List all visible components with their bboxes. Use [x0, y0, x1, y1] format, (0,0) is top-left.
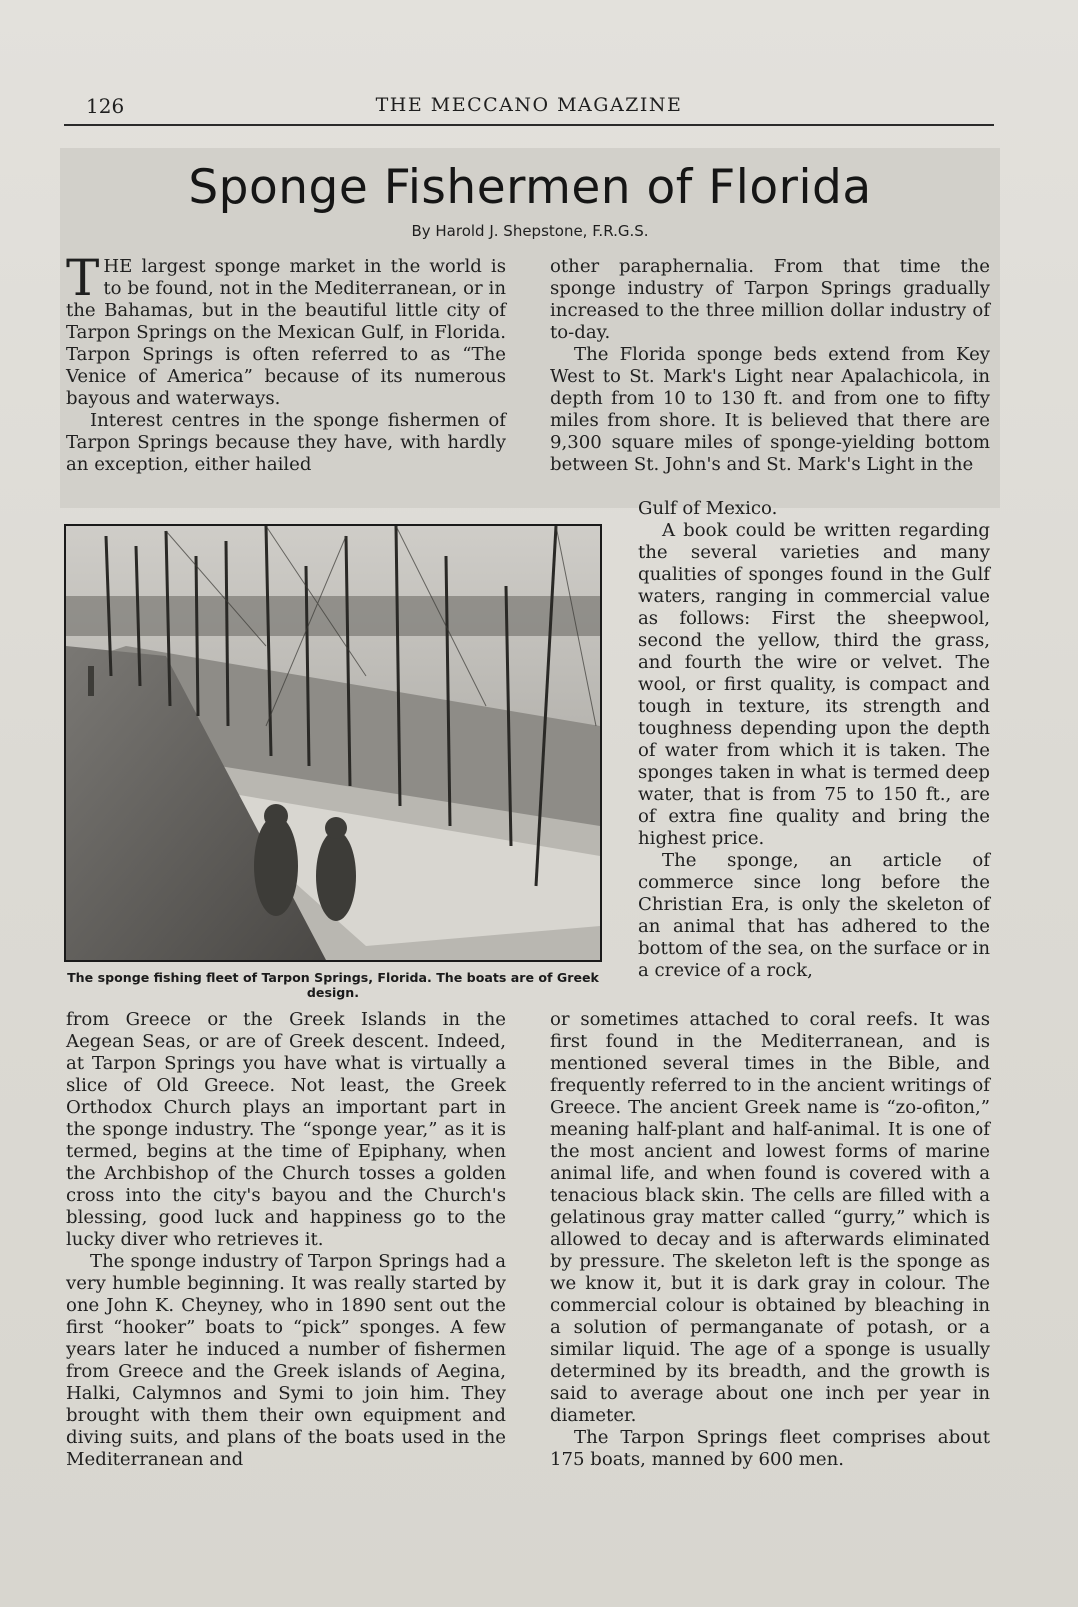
right-column-middle — [638, 498, 990, 982]
drop-cap: T — [66, 249, 100, 307]
paragraph: The sponge industry of Tarpon Springs had a very humble beginning. It was really started by one John K. Cheyney, who in 1890 sent out the first “hooker” boats to “pick” sponges. A few years later he induced a number of fishermen from Greece and the Greek islands of Aegina, Halki, Calymnos and Symi to join him. They brought with them their own equipment and diving suits, and plans of the boats used in the Mediterranean and — [66, 1251, 506, 1470]
paragraph: Gulf of Mexico. — [638, 498, 778, 519]
paragraph: Interest centres in the sponge fishermen of Tarpon Springs because they have, with hardly an exception, either hailed — [66, 410, 506, 475]
paragraph: or sometimes attached to coral reefs. It was first found in the Mediterranean, and is mentioned several times in the Bible, and frequently referred to in the ancient writings of Greece. The ancient Greek name is “zo-ofiton,” meaning half-plant and half-animal. It is one of the most ancient and lowest forms of marine animal life, and when found is covered with a tenacious black skin. The cells are filled with a gelatinous gray matter called “gurry,” which is allowed to decay and is afterwards eliminated by pressure. The skeleton left is the sponge as we know it, but it is dark gray in colour. The commercial colour is obtained by bleaching in a solution of permanganate of potash, or a similar liquid. The age of a sponge is usually determined by its breadth, and the growth is said to average about one inch per year in diameter. — [550, 1009, 990, 1426]
left-column-bottom — [66, 1009, 506, 1471]
paragraph: The Florida sponge beds extend from Key West to St. Mark's Light near Apalachicola, in depth from 10 to 130 ft. and from one to fifty miles from shore. It is believed that there are 9,300 square miles of sponge-yielding bottom between St. John's and St. Mark's Light in the — [550, 344, 990, 475]
paragraph: from Greece or the Greek Islands in the Aegean Seas, or are of Greek descent. Indeed, at Tarpon Springs you have what is virtually a slice of Old Greece. Not least, the Greek Orthodox Church plays an important part in the sponge industry. The “sponge year,” as it is termed, begins at the time of Epiphany, when the Archbishop of the Church tosses a golden cross into the city's bayou and the Church's blessing, good luck and happiness go to the lucky diver who retrieves it. — [66, 1009, 506, 1250]
photo-caption: The sponge fishing fleet of Tarpon Springs, Florida. The boats are of Greek design. — [67, 970, 599, 1000]
paragraph: The sponge, an article of commerce since long before the Christian Era, is only the skeleton of an animal that has adhered to the bottom of the sea, on the surface or in a crevice of a rock, — [638, 850, 990, 981]
paragraph-text: HE largest sponge market in the world is to be found, not in the Mediterranean, or in the Bahamas, but in the beautiful little city of Tarpon Springs on the Mexican Gulf, in Florida. Tarpon Springs is often referred to as “The Venice of America” because of its numerous bayous and waterways. — [66, 256, 506, 409]
article-byline: By Harold J. Shepstone, F.R.G.S. — [411, 222, 649, 240]
page-number: 126 — [86, 94, 125, 118]
paragraph: A book could be written regarding the several varieties and many qualities of sponges found in the Gulf waters, ranging in commercial value as follows: First the sheepwool, second the yellow, third the grass, and fourth the wire or velvet. The wool, or first quality, is compact and tough in texture, its strength and toughness depending upon the depth of water from which it is taken. The sponges taken in what is termed deep water, that is from 75 to 150 ft., are of extra fine quality and bring the highest price. — [638, 520, 990, 849]
right-column-top — [550, 256, 990, 476]
sponge-fleet-photo — [64, 524, 602, 962]
article-title: Sponge Fishermen of Florida — [188, 160, 872, 215]
paragraph: The Tarpon Springs fleet comprises about 175 boats, manned by 600 men. — [550, 1427, 990, 1470]
page-header — [64, 94, 994, 126]
left-column-top — [66, 249, 506, 476]
right-column-bottom — [550, 1009, 990, 1471]
magazine-title: THE MECCANO MAGAZINE — [375, 94, 683, 116]
paragraph — [66, 249, 506, 410]
paragraph: other paraphernalia. From that time the sponge industry of Tarpon Springs gradually increased to the three million dollar industry of to-day. — [550, 256, 990, 343]
harbor-boats-image — [66, 526, 600, 960]
